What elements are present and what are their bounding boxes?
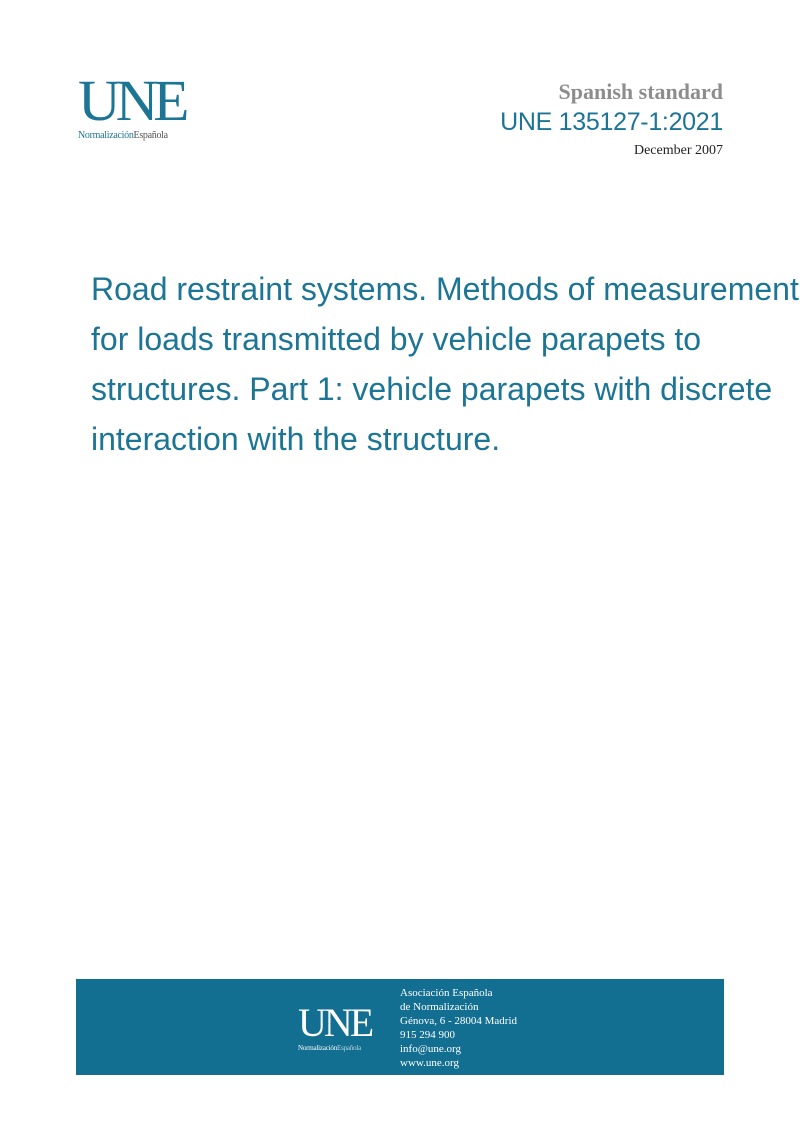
footer-website[interactable]: www.une.org bbox=[400, 1057, 459, 1069]
standard-date: December 2007 bbox=[633, 143, 723, 158]
footer-logo-letters: UNE bbox=[298, 1000, 372, 1045]
standard-type-label: Spanish standard bbox=[558, 79, 723, 104]
footer-org-name-line1: Asociación Española bbox=[400, 987, 493, 999]
footer-logo-tag-normalizacion: Normalización bbox=[298, 1044, 337, 1052]
title-line: for loads transmitted by vehicle parapets to bbox=[91, 321, 702, 357]
footer-contact-info bbox=[400, 986, 517, 1070]
logo-tag-espanola: Española bbox=[133, 130, 168, 141]
footer-band bbox=[76, 979, 724, 1075]
footer-org-name-line2: de Normalización bbox=[400, 1001, 479, 1013]
title-line: Road restraint systems. Methods of measurement bbox=[91, 271, 799, 307]
footer-logo-tagline bbox=[298, 1044, 388, 1053]
footer-email[interactable]: info@une.org bbox=[400, 1043, 461, 1055]
title-line: interaction with the structure. bbox=[91, 421, 501, 457]
footer-logo-tag-espanola: Española bbox=[337, 1044, 362, 1052]
footer-une-logo bbox=[298, 1000, 388, 1052]
logo-tag-normalizacion: Normalización bbox=[78, 130, 134, 141]
footer-phone: 915 294 900 bbox=[400, 1029, 455, 1041]
une-logo-letters: UNE bbox=[78, 68, 185, 133]
title-line: structures. Part 1: vehicle parapets with discrete bbox=[91, 371, 773, 407]
document-title bbox=[91, 264, 800, 464]
footer-address: Génova, 6 - 28004 Madrid bbox=[400, 1015, 518, 1027]
une-logo bbox=[78, 68, 196, 142]
standard-code: UNE 135127-1:2021 bbox=[500, 108, 723, 136]
